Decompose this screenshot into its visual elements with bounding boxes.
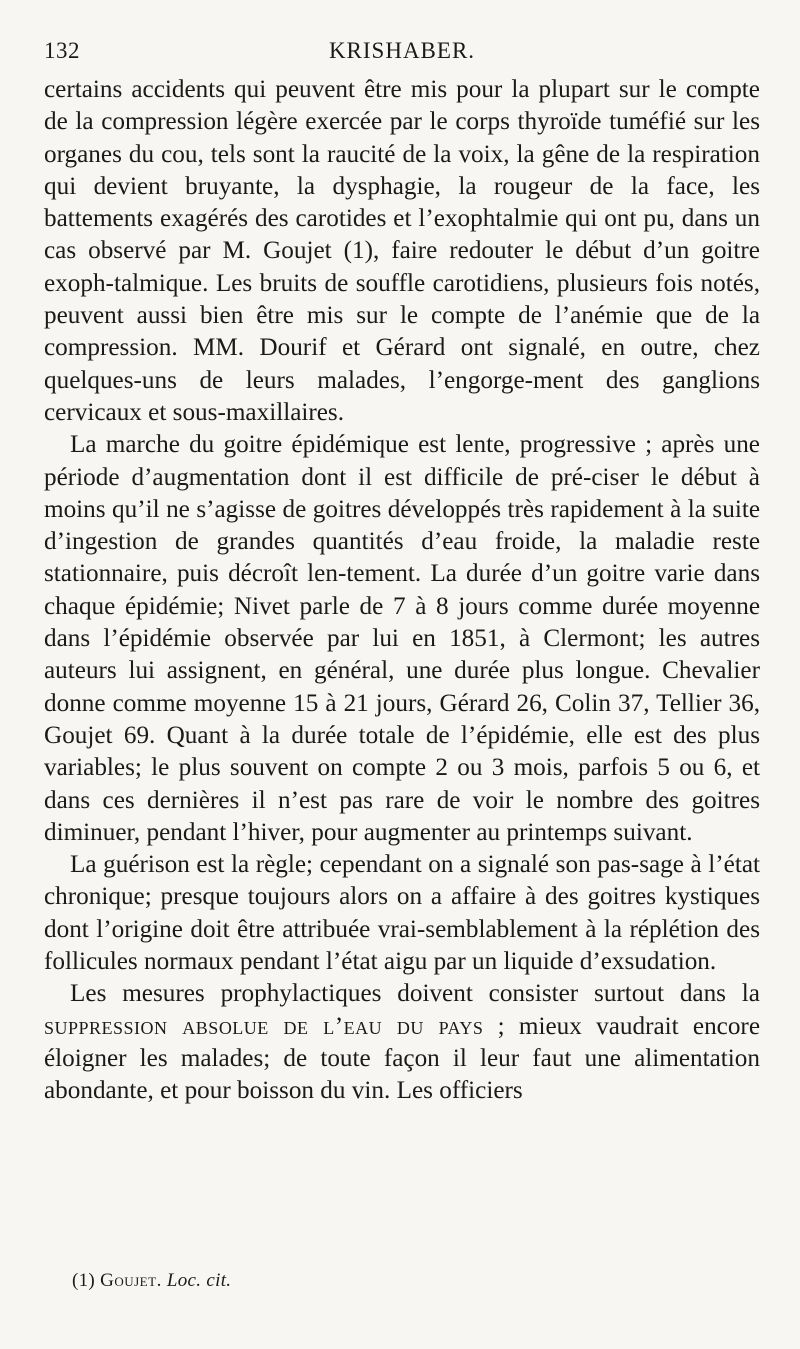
footnote [72, 1270, 231, 1292]
running-head [44, 30, 760, 74]
footnote-author: Goujet. [100, 1270, 162, 1291]
running-title: KRISHABER. [328, 38, 476, 63]
footnote-reference: Loc. cit. [166, 1270, 232, 1291]
paragraph: La guérison est la règle; cependant on a signalé son pas-sage à l’état chronique; presque toujours alors on a affaire à des goitres kystiques dont l’origine doit être attribuée vrai-semblablement à la réplétion des follicules normaux pendant l’état aigu par un liquide d’exsudation. [44, 851, 760, 976]
paragraph: La marche du goitre épidémique est lente, progressive ; après une période d’augmentation dont il est difficile de pré-ciser le début à moins qu’il ne s’agisse de goitres développés très rapidement à la suite d’ingestion de grandes quantités d’eau froide, la maladie reste stationnaire, puis décroît len-tement. La durée d’un goitre varie dans chaque épidémie; Nivet parle de 7 à 8 jours comme durée moyenne dans l’épidémie observée par lui en 1851, à Clermont; les autres auteurs lui assignent, en général, une durée plus longue. Chevalier donne comme moyenne 15 à 21 jours, Gérard 26, Colin 37, Tellier 36, Goujet 69. Quant à la durée totale de l’épidémie, elle est des plus variables; le plus souvent on compte 2 ou 3 mois, parfois 5 ou 6, et dans ces dernières il n’est pas rare de voir le nombre des goitres diminuer, pendant l’hiver, pour augmenter au printemps suivant. [44, 431, 760, 846]
paragraph-text: Les mesures prophylactiques doivent consister surtout dans la [70, 980, 760, 1008]
paragraph: certains accidents qui peuvent être mis pour la plupart sur le compte de la compression légère exercée par le corps thyroïde tuméfié sur les organes du cou, tels sont la raucité de la voix, la gêne de la respiration qui devient bruyante, la dysphagie, la rougeur de la face, les battements exagérés des carotides et l’exophtalmie qui ont pu, dans un cas observé par M. Goujet (1), faire redouter le début d’un goitre exoph-talmique. Les bruits de souffle carotidiens, plusieurs fois notés, peuvent aussi bien être mis sur le compte de l’anémie que de la compression. MM. Dourif et Gérard ont signalé, en outre, chez quelques-uns de leurs malades, l’engorge-ment des ganglions cervicaux et sous-maxillaires. [44, 76, 760, 426]
body-text [44, 74, 760, 1108]
footnote-marker: (1) [72, 1270, 96, 1291]
paragraph-text: ; mieux vaudrait encore éloigner les malades; de toute façon il leur faut une alimentation abondante, et pour boisson du vin. Les officiers [44, 1012, 761, 1105]
small-caps-phrase: suppression absolue de l’eau du pays [44, 1012, 484, 1040]
page-number: 132 [44, 38, 80, 63]
paragraph [44, 978, 760, 1107]
